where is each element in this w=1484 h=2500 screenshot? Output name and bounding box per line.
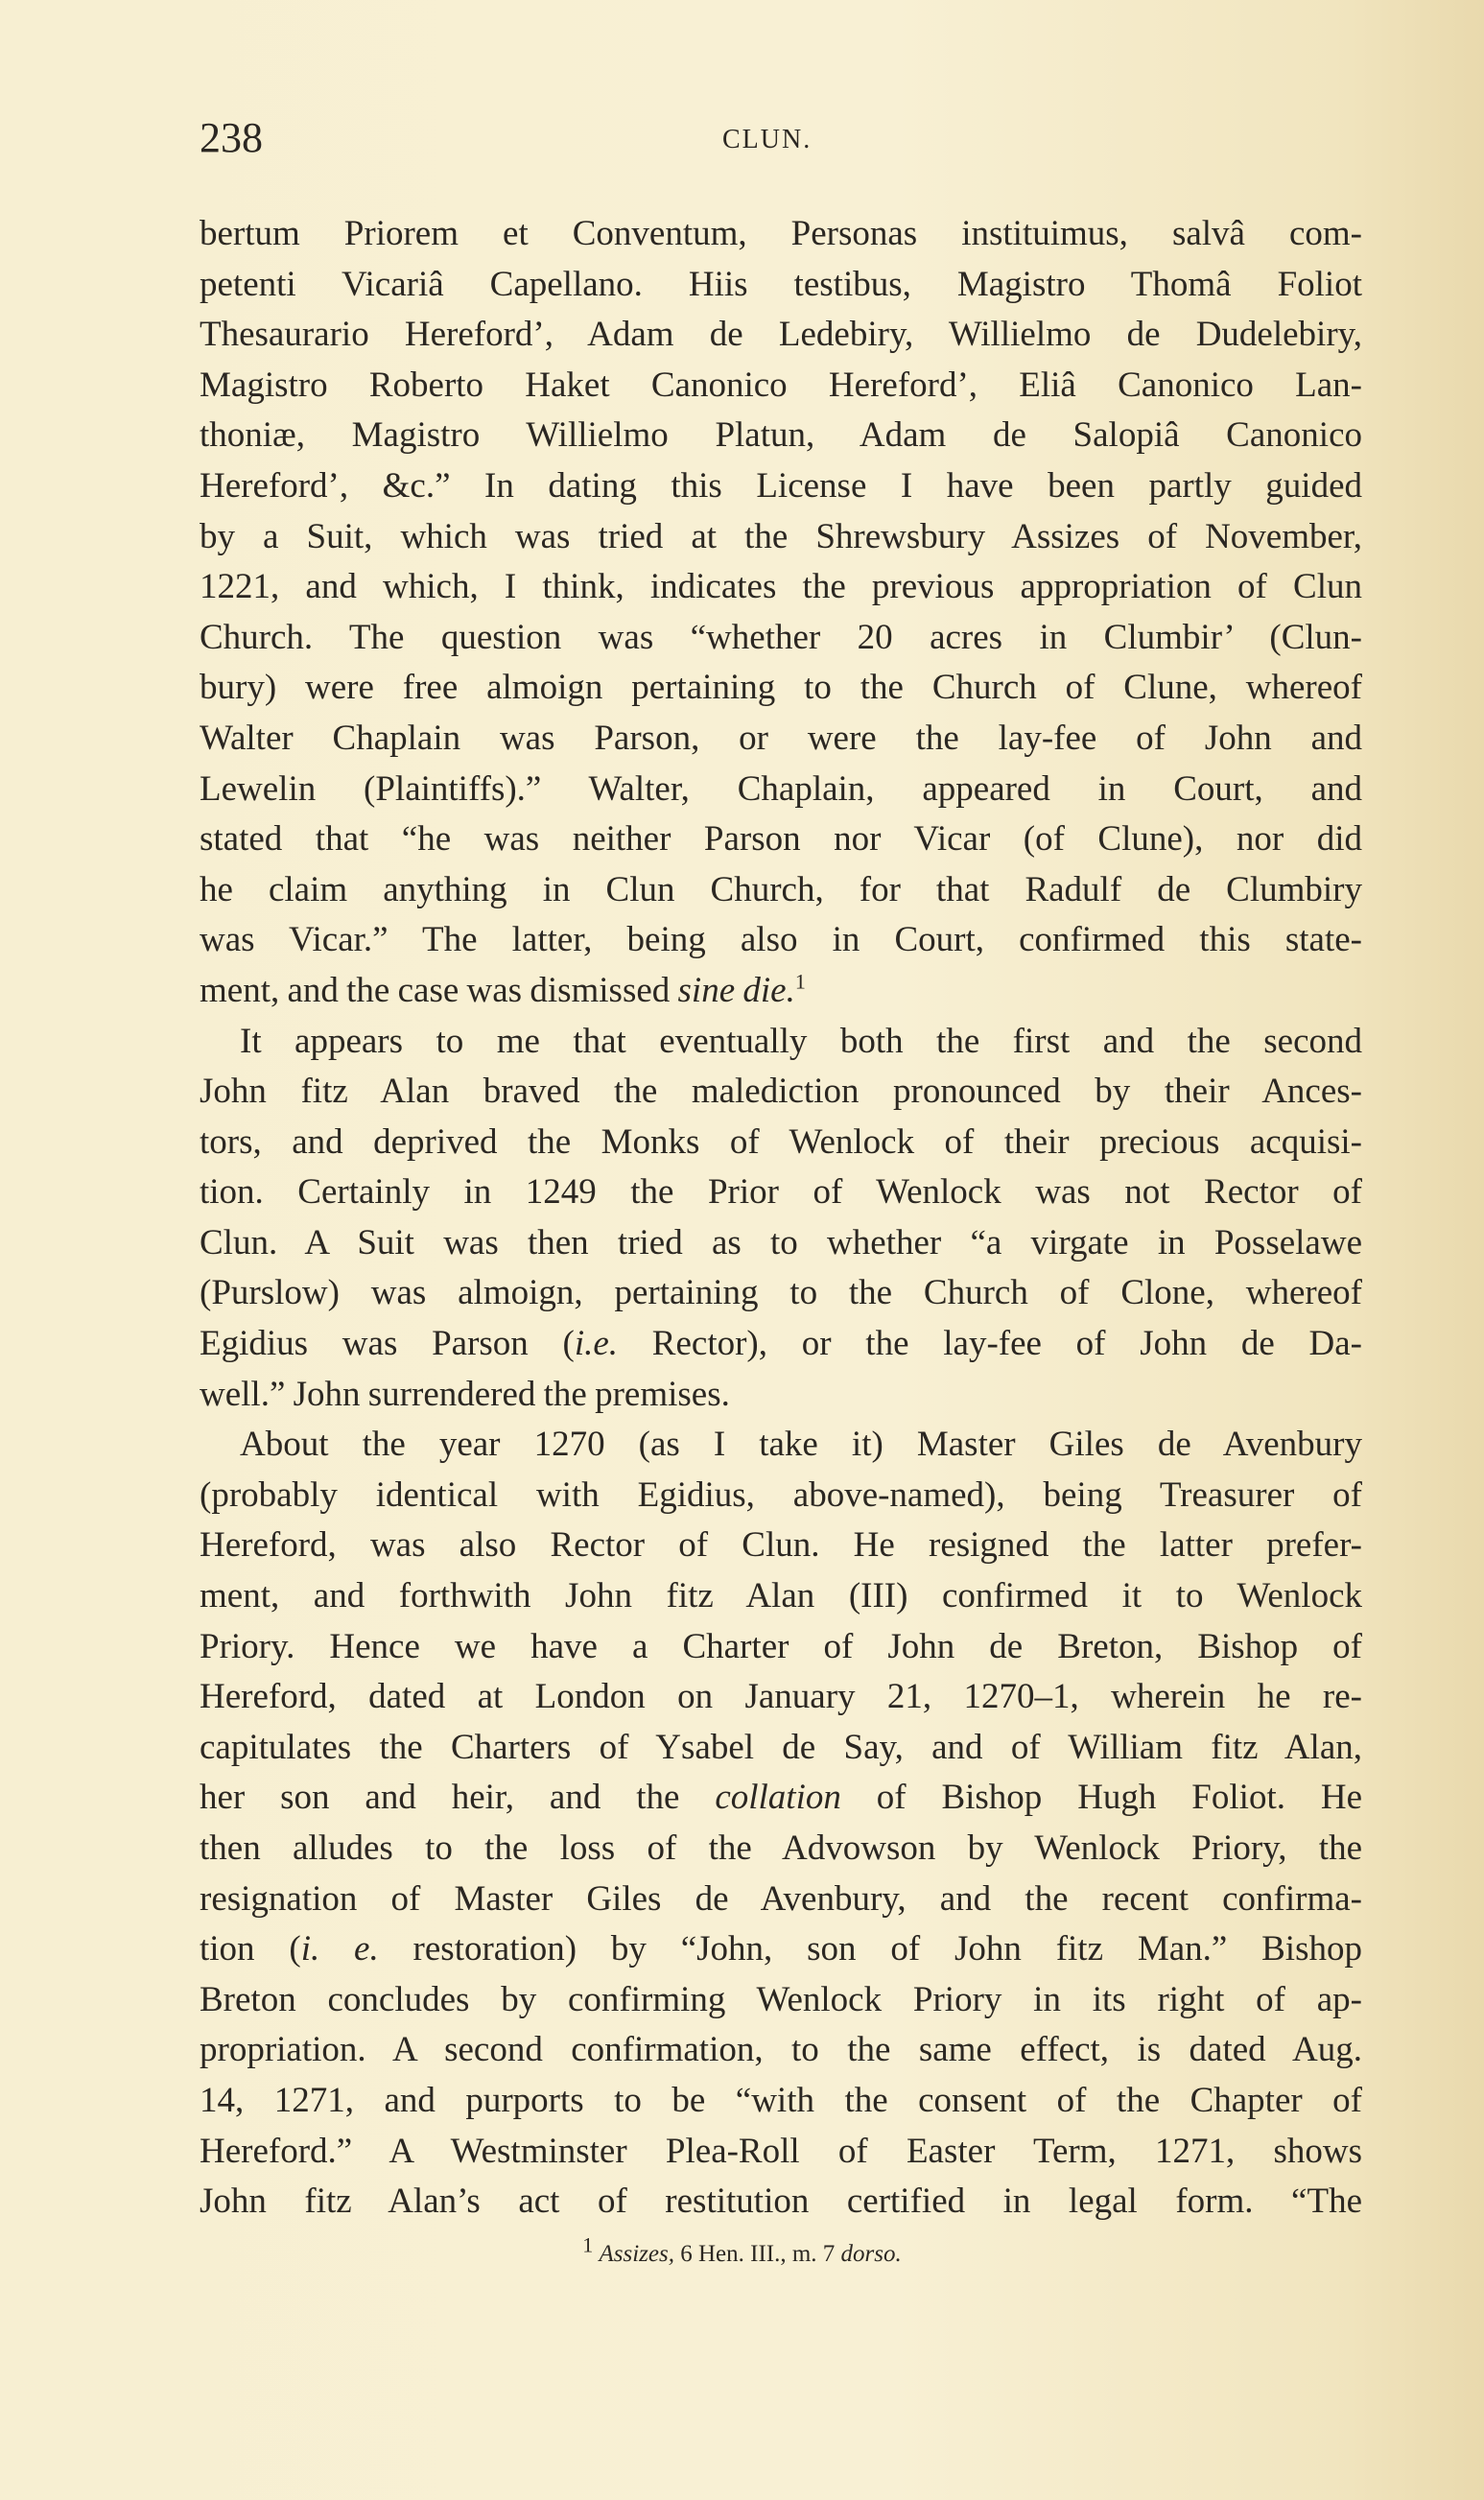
text-line	[200, 461, 1362, 512]
text-segment: of Bishop Hugh Foliot. He	[840, 1778, 1362, 1818]
text-segment: bury) were free almoign pertaining to the Church of Clune, whereof	[200, 668, 1362, 708]
page-number: 238	[200, 114, 263, 161]
text-segment: tors, and deprived the Monks of Wenlock of their precious acquisi-	[200, 1121, 1362, 1162]
text-segment: (Purslow) was almoign, pertaining to the Church of Clone, whereof	[200, 1273, 1362, 1313]
text-segment: resignation of Master Giles de Avenbury, and the recent confirma-	[200, 1878, 1362, 1919]
italic-text: sine die.	[677, 970, 795, 1010]
text-segment: ment, and the case was dismissed	[200, 970, 678, 1010]
italic-text: i. e.	[300, 1929, 379, 1969]
body-text	[200, 209, 1362, 2228]
text-segment: Thesaurario Hereford’, Adam de Ledebiry, Willielmo de Dudelebiry,	[200, 315, 1362, 355]
footnote-source: Assizes,	[599, 2241, 674, 2267]
text-line	[200, 310, 1362, 361]
text-line	[200, 2177, 1362, 2228]
text-segment: thoniæ, Magistro Willielmo Platun, Adam de Salopiâ Canonico	[200, 415, 1362, 456]
text-line	[200, 2127, 1362, 2178]
text-line	[200, 1017, 1362, 1068]
text-line	[200, 1824, 1362, 1875]
page-header	[200, 113, 1362, 171]
text-segment: Egidius was Parson (	[200, 1324, 575, 1364]
text-line	[200, 1370, 1362, 1421]
text-segment: Priory. Hence we have a Charter of John de Breton, Bishop of	[200, 1626, 1362, 1666]
text-segment: (probably identical with Egidius, above-named), being Treasurer of	[200, 1474, 1362, 1515]
text-line	[200, 1622, 1362, 1673]
text-segment: 1221, and which, I think, indicates the previous appropriation of Clun	[200, 567, 1362, 607]
text-line	[200, 814, 1362, 865]
footnote-ref: 6 Hen. III., m. 7	[673, 2241, 841, 2267]
footnote-dorso: dorso.	[840, 2241, 902, 2267]
text-line	[200, 209, 1362, 260]
text-segment: Hereford, dated at London on January 21, 1270–1, wherein he re-	[200, 1677, 1362, 1717]
text-line	[200, 2076, 1362, 2127]
text-segment: restoration) by “John, son of John fitz Man.” Bishop	[378, 1929, 1362, 1969]
text-segment: Hereford’, &c.” In dating this License I have been partly guided	[200, 465, 1362, 506]
text-line	[200, 411, 1362, 461]
text-line	[200, 765, 1362, 815]
text-line	[200, 1167, 1362, 1218]
text-segment: Church. The question was “whether 20 acres in Clumbir’ (Clun-	[200, 617, 1362, 657]
text-segment: bertum Priorem et Conventum, Personas instituimus, salvâ com-	[200, 214, 1362, 253]
italic-text: collation	[715, 1778, 841, 1818]
text-line	[200, 1319, 1362, 1370]
text-segment: Walter Chaplain was Parson, or were the lay-fee of John and	[200, 718, 1362, 758]
text-line	[200, 1975, 1362, 2026]
text-segment: Hereford.” A Westminster Plea-Roll of Easter Term, 1271, shows	[200, 2131, 1362, 2171]
text-line	[200, 1268, 1362, 1319]
text-line	[200, 1118, 1362, 1168]
text-line	[200, 1571, 1362, 1622]
text-segment: was Vicar.” The latter, being also in Court, confirmed this state-	[200, 920, 1362, 960]
text-line	[200, 1420, 1362, 1471]
footnote-reference: 1	[794, 969, 806, 994]
text-line	[200, 1924, 1362, 1975]
text-segment: tion (	[200, 1929, 301, 1969]
text-line	[200, 1773, 1362, 1824]
text-segment: by a Suit, which was tried at the Shrewsbury Assizes of November,	[200, 516, 1362, 556]
text-line	[200, 613, 1362, 664]
text-line	[200, 562, 1362, 613]
running-title: CLUN.	[722, 125, 813, 154]
footnote-marker: 1	[582, 2232, 594, 2257]
text-line	[200, 966, 1362, 1017]
text-segment: It appears to me that eventually both the first and the second	[240, 1021, 1362, 1061]
text-segment: well.” John surrendered the premises.	[200, 1374, 730, 1414]
text-line	[200, 663, 1362, 714]
text-segment: capitulates the Charters of Ysabel de Say, and of William fitz Alan,	[200, 1727, 1362, 1767]
text-line	[200, 915, 1362, 966]
text-line	[200, 260, 1362, 311]
text-segment: Hereford, was also Rector of Clun. He resigned the latter prefer-	[200, 1525, 1362, 1566]
text-line	[200, 361, 1362, 412]
text-line	[200, 1723, 1362, 1774]
text-segment: stated that “he was neither Parson nor Vicar (of Clune), nor did	[200, 819, 1362, 860]
text-line	[200, 714, 1362, 765]
text-line	[200, 1875, 1362, 1925]
footnote	[0, 2232, 1484, 2268]
text-segment: Breton concludes by confirming Wenlock Priory in its right of ap-	[200, 1979, 1362, 2019]
text-line	[200, 1521, 1362, 1571]
text-segment: John fitz Alan braved the malediction pronounced by their Ances-	[200, 1072, 1362, 1112]
text-line	[200, 865, 1362, 916]
text-line	[200, 1672, 1362, 1723]
text-line	[200, 1218, 1362, 1269]
text-segment: ment, and forthwith John fitz Alan (III) confirmed it to Wenlock	[200, 1576, 1362, 1616]
text-segment: Magistro Roberto Haket Canonico Hereford’, Eliâ Canonico Lan-	[200, 365, 1362, 405]
text-segment: Clun. A Suit was then tried as to whether “a virgate in Posselawe	[200, 1222, 1362, 1262]
text-segment: petenti Vicariâ Capellano. Hiis testibus, Magistro Thomâ Foliot	[200, 264, 1362, 304]
text-segment: her son and heir, and the	[200, 1778, 716, 1818]
text-segment: 14, 1271, and purports to be “with the consent of the Chapter of	[200, 2080, 1362, 2120]
text-segment: About the year 1270 (as I take it) Master Giles de Avenbury	[240, 1425, 1362, 1465]
text-line	[200, 1067, 1362, 1118]
italic-text: i.e.	[574, 1324, 619, 1364]
text-segment: Rector), or the lay-fee of John de Da-	[618, 1324, 1362, 1364]
text-line	[200, 2025, 1362, 2076]
text-segment: propriation. A second confirmation, to the same effect, is dated Aug.	[200, 2030, 1362, 2070]
text-segment: Lewelin (Plaintiffs).” Walter, Chaplain, appeared in Court, and	[200, 768, 1362, 809]
text-segment: tion. Certainly in 1249 the Prior of Wenlock was not Rector of	[200, 1172, 1362, 1213]
text-segment: he claim anything in Clun Church, for that Radulf de Clumbiry	[200, 869, 1362, 909]
text-segment: then alludes to the loss of the Advowson by Wenlock Priory, the	[200, 1828, 1362, 1868]
text-segment: John fitz Alan’s act of restitution certified in legal form. “The	[200, 2182, 1362, 2222]
text-line	[200, 512, 1362, 563]
text-line	[200, 1471, 1362, 1521]
